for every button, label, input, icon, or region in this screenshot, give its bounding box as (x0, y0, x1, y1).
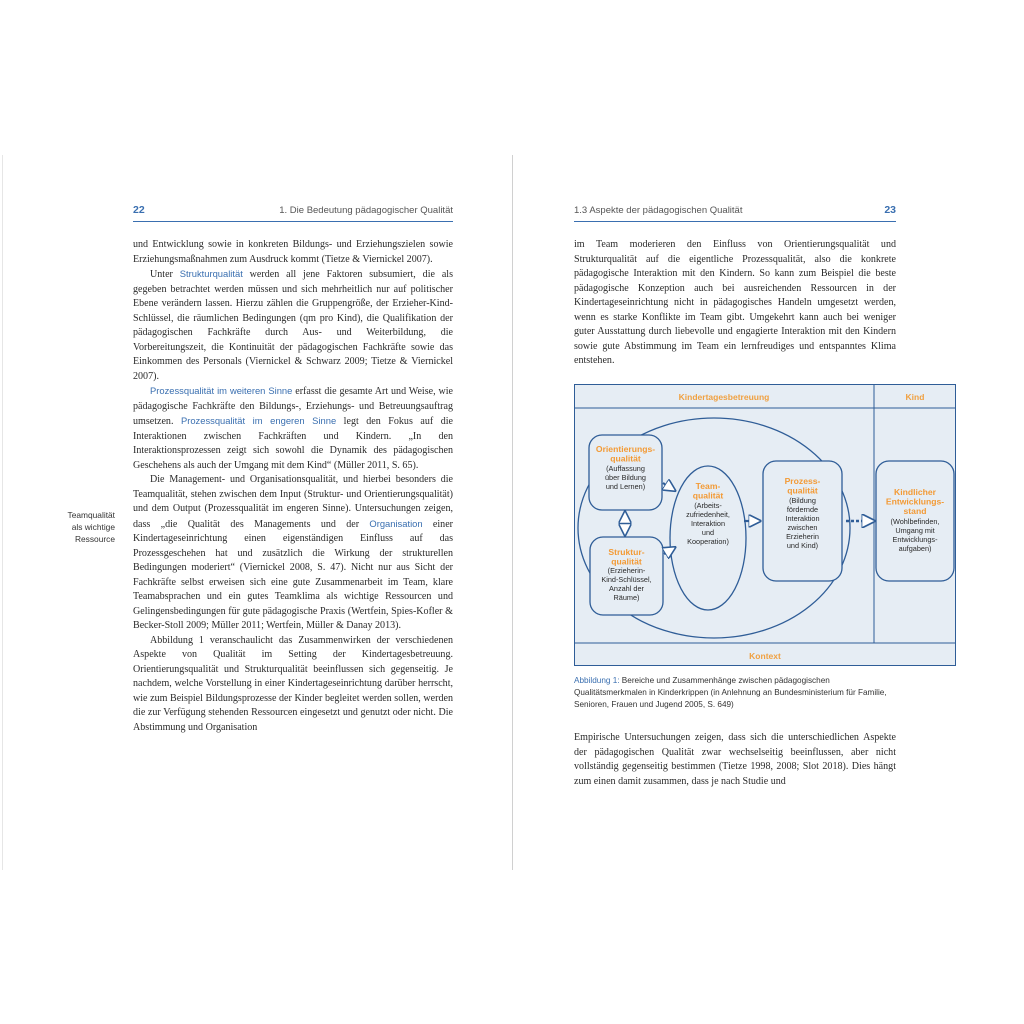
footer-kontext: Kontext (749, 651, 781, 661)
struktur-title: qualität (611, 556, 642, 567)
team-description: zufriedenheit, (686, 510, 730, 519)
right-page-body-bottom (574, 731, 896, 789)
kind-description: Umgang mit (895, 526, 935, 535)
right-header-rule (574, 221, 896, 222)
keyword: Prozessqualität im weiteren Sinne (150, 385, 293, 396)
left-page-header (133, 204, 453, 218)
book-spine (512, 155, 513, 870)
kind-description: (Wohlbefinden, (890, 517, 940, 526)
orientierung-description: über Bildung (605, 473, 646, 482)
header-kind: Kind (905, 392, 925, 402)
orientierung-description: (Auffassung (606, 464, 645, 473)
kind-title: stand (903, 506, 927, 516)
text-run: einer Kindertageseinrichtung einen eigenständigen Einfluss auf das Prozessgeschehen hat und zusätzlich die Wirkung der strukturellen Bedingungen moderiert“ (Viernickel 2008, S. 47). Nicht nur aus Sicht der Fachkräfte selbst erweisen sich eine gute Zusammenarbeit im Team, klare Teamabsprachen und ein gutes Teamklima als wichtige Ressourcen und Gelingensbedingungen für gute pädagogische Praxis (Wertfein, Spies-Kofler & Becker-Stoll 2009; Müller 2011; Wertfein, Müller & Danay 2013). (133, 518, 453, 631)
margin-note-line: Teamqualität (67, 510, 115, 520)
struktur-description: Kind-Schlüssel, (601, 575, 652, 584)
figure-caption-text: Bereiche und Zusammenhänge zwischen pädagogischen Qualitätsmerkmalen in Kinderkrippen (in Anlehnung an Bundesministerium für Familie, Senioren, Frauen und Jugend 2005, S. 649) (574, 676, 887, 709)
keyword: Strukturqualität (179, 268, 243, 279)
team-title: Team- (695, 481, 721, 491)
kind-title: Entwicklungs- (885, 496, 945, 507)
orientierung-description: und Lernen) (605, 482, 646, 491)
keyword: Organisation (369, 517, 423, 529)
paragraph (133, 384, 453, 473)
prozess-description: zwischen (787, 523, 818, 532)
right-page-header (574, 204, 896, 218)
struktur-description: (Erzieherin- (607, 566, 646, 575)
text-run: Empirische Untersuchungen zeigen, dass sich die unterschiedlichen Aspekte der pädagogischen Qualität zwar wechselseitig beeinflussen, aber nicht vollständig gegenseitig bestimmen (Tietze 1998, 2008; Slot 2018). Dies hängt zum einen damit zusammen, dass je nach Studie und (574, 732, 896, 787)
prozess-description: Erzieherin (786, 532, 819, 541)
figure-caption (574, 675, 896, 711)
text-run: Abbildung 1 veranschaulicht das Zusammenwirken der verschiedenen Aspekte von Qualität im Setting der Kindertagesbetreuung. Orientierungsqualität und Strukturqualität beeinflussen sich gegenseitig. Je nachdem, welche Vorstellung in einer Kindertageseinrichtung darüber herrscht, wie zum Beispiel Bildungsprozesse der Kinder begleitet werden sollen, werden die zur Verfügung stehenden Ressourcen eingesetzt und genutzt oder nicht. Die Abstimmung und Organisation (133, 634, 453, 733)
right-page-number: 23 (884, 204, 896, 216)
text-run: im Team moderieren den Einfluss von Orientierungsqualität und Strukturqualität auf die eigentliche Prozessqualität, also die konkrete pädagogische Interaktion mit den Kindern. So kann zum Beispiel die beste pädagogische Konzeption auch bei ausreichenden Ressourcen in der Kindertageseinrichtung nicht in pädagogisches Handeln umgesetzt werden, wenn es starke Konflikte im Team gibt. Umgekehrt kann auch bei weniger guter Ausstattung durch liebevolle und engagierte Interaktion mit den Kindern sowie gute Abstimmung im Team ein lernfreudiges und entspanntes Klima entstehen. (574, 239, 896, 366)
struktur-description: Anzahl der (609, 584, 644, 593)
kind-title: Kindlicher (893, 487, 937, 497)
margin-note-line: als wichtige (71, 522, 115, 532)
struktur-description: Räume) (613, 593, 640, 602)
paragraph (133, 267, 453, 384)
orientierung-title: qualität (610, 453, 641, 464)
prozess-title: qualität (787, 485, 818, 496)
team-description: Interaktion (690, 519, 726, 528)
left-page-body (133, 238, 453, 735)
margin-note-line: Ressource (74, 534, 115, 544)
paragraph (133, 238, 453, 267)
struktur-title: Struktur- (608, 547, 645, 557)
text-run: Unter (150, 269, 180, 280)
prozess-description: (Bildung (789, 496, 816, 505)
kind-description: Entwicklungs- (892, 535, 938, 544)
text-run: erfasst die gesamte Art und Weise, wie pädagogische Fachkräfte den Bildungs-, Erziehungs- und Betreuungsauftrag umsetzen. (133, 386, 453, 427)
team-description: und (701, 528, 715, 537)
right-running-head: 1.3 Aspekte der pädagogischen Qualität (574, 205, 743, 216)
paragraph (574, 731, 896, 789)
text-run: legt den Fokus auf die Interaktionen zwischen Fachkräften und Kindern. „In den Interaktionsprozessen zeigt sich sowohl die Dynamik des pädagogischen Geschehens als auch der Umgang mit dem Kind“ (Müller 2011, S. 65). (133, 416, 453, 471)
team-description: Kooperation) (687, 537, 729, 546)
prozess-description: und Kind) (786, 541, 819, 550)
keyword: Prozessqualität im engeren Sinne (180, 415, 337, 426)
text-run: werden all jene Faktoren subsumiert, die als gegeben betrachtet werden müssen und sich mehrheitlich nur auf politischer Ebene verändern lassen. Hierzu zählen die Gruppengröße, der Erzieher-Kind-Schlüssel, die räumlichen Bedingungen (qm pro Kind), die Qualifikation der pädagogischen Fachkräfte durch Aus- und Weiterbildung, die Vorbereitungszeit, die Kontinuität der pädagogischen Fachkräfte sowie das Einkommen des Personals (Viernickel & Schwarz 2009; Tietze & Viernickel 2007). (133, 269, 453, 382)
left-page-number: 22 (133, 204, 145, 216)
header-kindertagesbetreuung: Kindertagesbetreuung (678, 392, 770, 402)
team-description: (Arbeits- (694, 501, 722, 510)
team-title: qualität (692, 490, 724, 501)
margin-note (40, 509, 115, 545)
orientierung-title: Orientierungs- (595, 444, 656, 454)
prozess-title: Prozess- (784, 476, 821, 486)
right-page-body-top (574, 238, 896, 369)
kind-description: aufgaben) (898, 544, 932, 553)
paragraph (133, 634, 453, 736)
left-running-head: 1. Die Bedeutung pädagogischer Qualität (279, 205, 453, 216)
prozess-description: Interaktion (785, 514, 820, 523)
text-run: und Entwicklung sowie in konkreten Bildungs- und Erziehungszielen sowie Erziehungsmaßnahmen zum Ausdruck kommt (Tietze & Viernickel 2007). (133, 239, 453, 265)
page-edge-left (2, 155, 3, 870)
prozess-description: fördernde (786, 505, 819, 514)
paragraph (133, 473, 453, 634)
paragraph (574, 238, 896, 369)
quality-diagram (574, 384, 956, 666)
left-header-rule (133, 221, 453, 222)
figure-caption-label: Abbildung 1: (574, 676, 620, 685)
text-run: Die Management- und Organisationsqualität, und hierbei besonders die Teamqualität, stehen zwischen dem Input (Struktur- und Orientierungsqualität) und dem Output (Prozessqualität im engeren Sinne). Untersuchungen zeigen, dass „die Qualität des Managements und der (133, 474, 453, 530)
